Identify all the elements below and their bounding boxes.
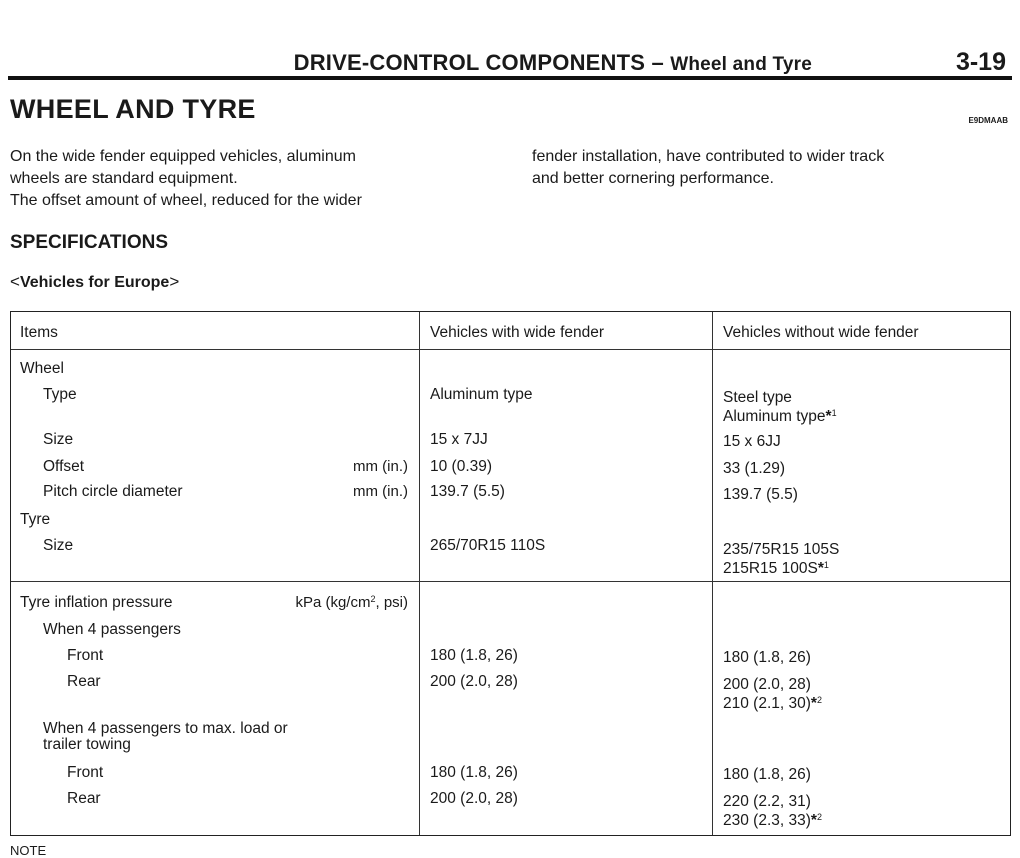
max-load-label-cont: trailer towing bbox=[43, 736, 131, 753]
footnote-mark: 2 bbox=[816, 695, 822, 705]
footnote-mark: 1 bbox=[831, 408, 837, 418]
max-rear-alt-text: 230 (2.3, 33) bbox=[723, 812, 811, 829]
intro-text: On the wide fender equipped vehicles, aluminum bbox=[10, 148, 356, 165]
intro-text: fender installation, have contributed to wider track bbox=[532, 148, 885, 165]
wheel-label: Wheel bbox=[20, 360, 64, 377]
header-row-divider bbox=[11, 349, 1010, 350]
page-header bbox=[8, 44, 1012, 80]
wheel-type-label: Type bbox=[43, 386, 77, 403]
four-rear-without-alt bbox=[723, 692, 822, 712]
four-front-without: 180 (1.8, 26) bbox=[723, 649, 811, 666]
footnote-star: * bbox=[810, 695, 817, 712]
four-rear-alt-text: 210 (2.1, 30) bbox=[723, 695, 811, 712]
tyre-size-label: Size bbox=[43, 537, 74, 554]
intro-left-column bbox=[10, 146, 500, 212]
wheel-size-without: 15 x 6JJ bbox=[723, 433, 781, 450]
max-load-label: When 4 passengers to max. load or bbox=[43, 720, 288, 737]
pressure-label: Tyre inflation pressure bbox=[20, 594, 173, 611]
footnote-mark: 1 bbox=[823, 560, 829, 570]
specifications-heading: SPECIFICATIONS bbox=[10, 232, 168, 253]
wheel-size-with: 15 x 7JJ bbox=[430, 431, 488, 448]
max-front-with: 180 (1.8, 26) bbox=[430, 764, 518, 781]
pressure-unit-text: , psi) bbox=[375, 594, 408, 611]
intro-text: The offset amount of wheel, reduced for the wider bbox=[10, 192, 362, 209]
wheel-type-without-alt bbox=[723, 405, 837, 425]
section-name: Wheel and Tyre bbox=[670, 54, 812, 75]
column-divider bbox=[712, 312, 713, 835]
tyre-label: Tyre bbox=[20, 511, 51, 528]
chapter-title: DRIVE-CONTROL COMPONENTS bbox=[293, 50, 646, 75]
section-title: WHEEL AND TYRE bbox=[10, 94, 256, 124]
pressure-unit-text: kPa (kg/cm bbox=[295, 594, 371, 611]
footnote-star: * bbox=[817, 560, 824, 577]
tyre-size-without: 235/75R15 105S bbox=[723, 541, 840, 558]
header-without-wide-fender: Vehicles without wide fender bbox=[723, 324, 919, 341]
max-rear-without-alt bbox=[723, 809, 822, 829]
pcd-without: 139.7 (5.5) bbox=[723, 486, 798, 503]
offset-with: 10 (0.39) bbox=[430, 458, 493, 475]
footnote-star: * bbox=[810, 812, 817, 829]
offset-label: Offset bbox=[43, 458, 85, 475]
pressure-unit-superscript: 2 bbox=[370, 594, 376, 604]
four-rear-label: Rear bbox=[67, 673, 101, 690]
wheel-type-with: Aluminum type bbox=[430, 386, 533, 403]
region-label: Vehicles for Europe bbox=[19, 274, 170, 291]
header-dash: – bbox=[651, 50, 664, 75]
pcd-with: 139.7 (5.5) bbox=[430, 483, 505, 500]
intro-text: wheels are standard equipment. bbox=[10, 170, 238, 187]
tyre-size-alt-text: 215R15 100S bbox=[723, 560, 818, 577]
max-rear-without: 220 (2.2, 31) bbox=[723, 793, 811, 810]
four-rear-without: 200 (2.0, 28) bbox=[723, 676, 811, 693]
intro-right-column bbox=[532, 146, 1012, 190]
vehicles-for-heading: <Vehicles for Europe> bbox=[10, 272, 180, 291]
footnote-mark: 2 bbox=[816, 812, 822, 822]
pcd-unit: mm (in.) bbox=[353, 483, 408, 500]
tyre-size-with: 265/70R15 110S bbox=[430, 537, 546, 554]
wheel-type-alt-text: Aluminum type bbox=[723, 408, 826, 425]
footnote-star: * bbox=[825, 408, 832, 425]
page-number: 3-19 bbox=[955, 48, 1006, 76]
pcd-label: Pitch circle diameter bbox=[43, 483, 183, 500]
four-front-label: Front bbox=[67, 647, 104, 664]
note-label: NOTE bbox=[10, 843, 47, 858]
pressure-unit bbox=[295, 594, 408, 611]
reference-code: E9DMAAB bbox=[968, 116, 1008, 125]
offset-unit: mm (in.) bbox=[353, 458, 408, 475]
max-front-without: 180 (1.8, 26) bbox=[723, 766, 811, 783]
specifications-table bbox=[10, 311, 1011, 836]
max-rear-with: 200 (2.0, 28) bbox=[430, 790, 518, 807]
header-items: Items bbox=[20, 324, 58, 341]
tyre-size-without-alt bbox=[723, 557, 829, 577]
max-front-label: Front bbox=[67, 764, 104, 781]
intro-text: and better cornering performance. bbox=[532, 170, 774, 187]
offset-without: 33 (1.29) bbox=[723, 460, 786, 477]
four-passengers-label: When 4 passengers bbox=[43, 621, 181, 638]
wheel-type-without: Steel type bbox=[723, 389, 792, 406]
column-divider bbox=[419, 312, 420, 835]
wheel-size-label: Size bbox=[43, 431, 74, 448]
header-with-wide-fender: Vehicles with wide fender bbox=[430, 324, 605, 341]
running-head bbox=[294, 50, 812, 76]
four-rear-with: 200 (2.0, 28) bbox=[430, 673, 518, 690]
group-divider bbox=[11, 581, 1010, 582]
four-front-with: 180 (1.8, 26) bbox=[430, 647, 518, 664]
max-rear-label: Rear bbox=[67, 790, 101, 807]
